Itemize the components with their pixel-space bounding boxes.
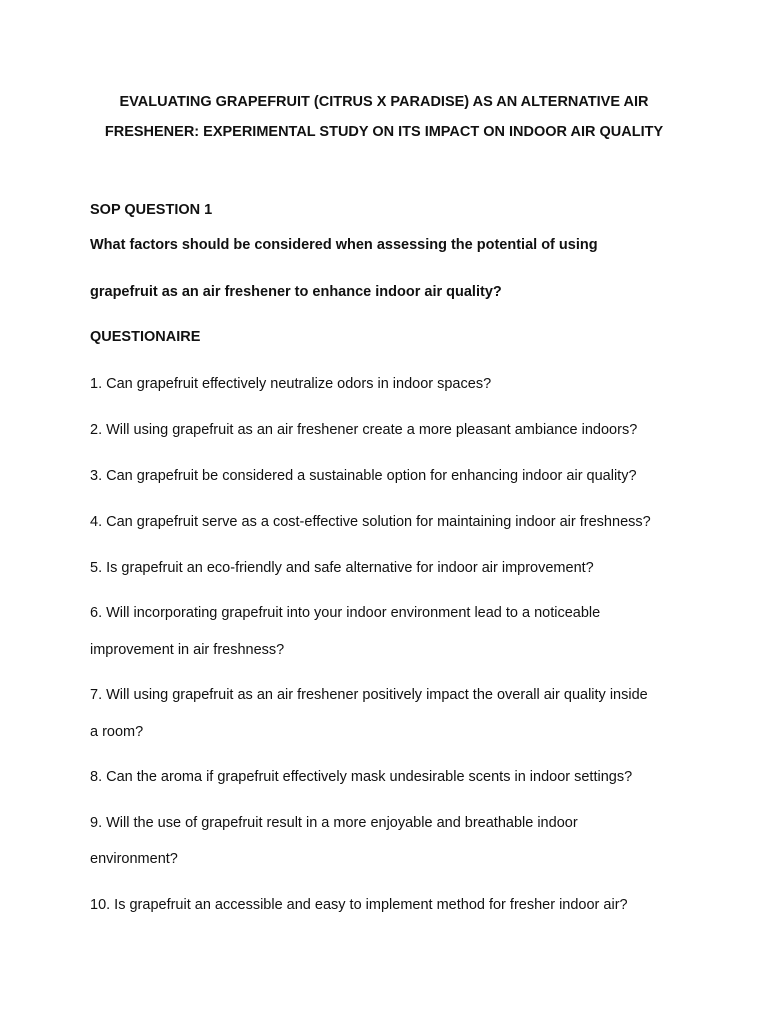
question-item-9: 9. Will the use of grapefruit result in a more enjoyable and breathable indoor (90, 815, 578, 831)
question-item-7: 7. Will using grapefruit as an air freshener positively impact the overall air quality inside (90, 687, 648, 703)
question-item-3: 3. Can grapefruit be considered a sustainable option for enhancing indoor air quality? (90, 468, 637, 484)
sop-question-line-1: What factors should be considered when assessing the potential of using (90, 237, 598, 253)
sop-heading: SOP QUESTION 1 (90, 202, 213, 218)
questionnaire-heading: QUESTIONAIRE (90, 329, 201, 345)
question-item-2: 2. Will using grapefruit as an air freshener create a more pleasant ambiance indoors? (90, 422, 638, 438)
question-item-10: 10. Is grapefruit an accessible and easy to implement method for fresher indoor air? (90, 897, 628, 913)
question-item-5: 5. Is grapefruit an eco-friendly and safe alternative for indoor air improvement? (90, 560, 594, 576)
title-line-2: FRESHENER: EXPERIMENTAL STUDY ON ITS IMPACT ON INDOOR AIR QUALITY (104, 124, 664, 140)
question-item-8: 8. Can the aroma if grapefruit effectively mask undesirable scents in indoor settings? (90, 769, 633, 785)
question-item-1: 1. Can grapefruit effectively neutralize odors in indoor spaces? (90, 376, 492, 392)
question-item-7-cont: a room? (90, 724, 144, 740)
question-item-6: 6. Will incorporating grapefruit into your indoor environment lead to a noticeable (90, 605, 601, 621)
question-item-6-cont: improvement in air freshness? (90, 642, 285, 658)
title-line-1: EVALUATING GRAPEFRUIT (CITRUS X PARADISE) AS AN ALTERNATIVE AIR (119, 94, 649, 110)
question-item-4: 4. Can grapefruit serve as a cost-effective solution for maintaining indoor air freshness? (90, 514, 651, 530)
question-item-9-cont: environment? (90, 851, 178, 867)
sop-question-line-2: grapefruit as an air freshener to enhance indoor air quality? (90, 284, 502, 300)
